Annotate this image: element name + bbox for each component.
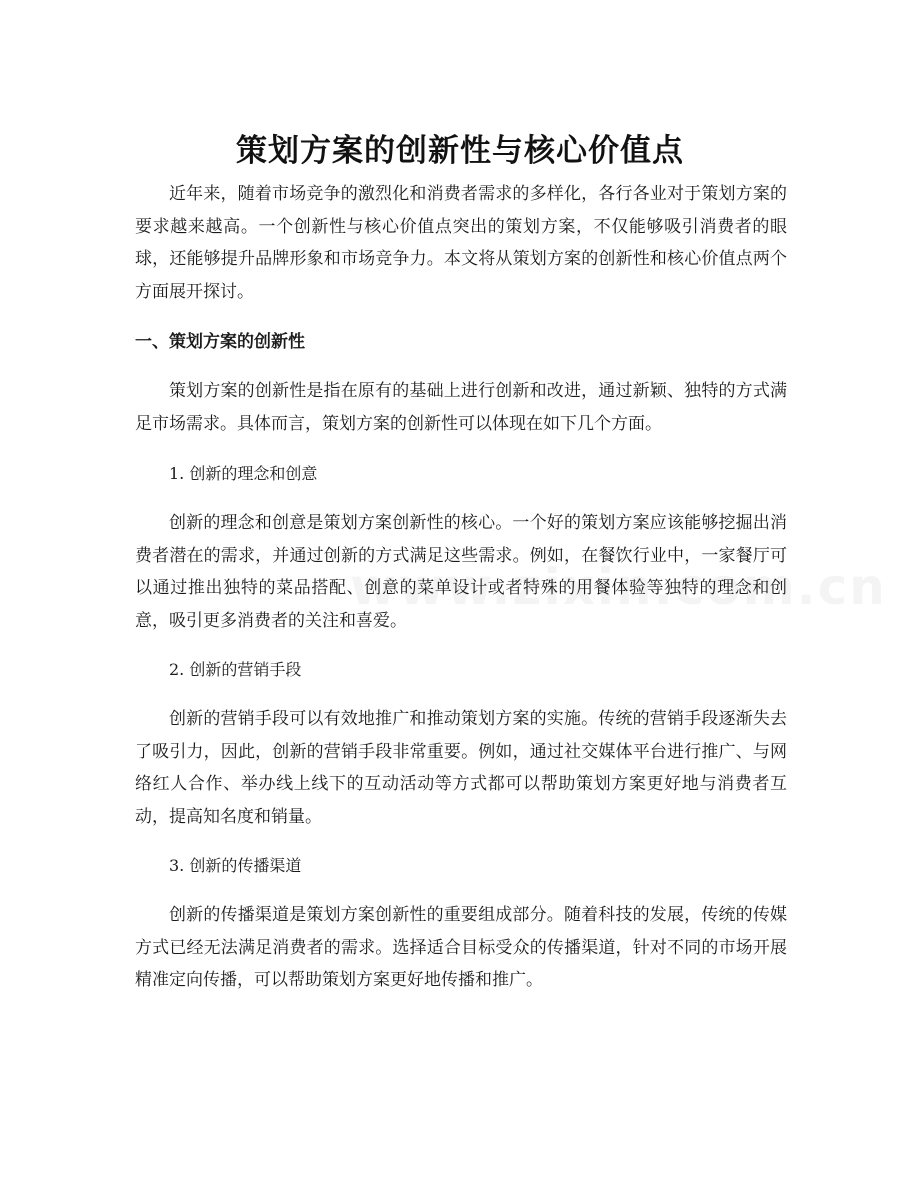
- document-title: 策划方案的创新性与核心价值点: [236, 132, 684, 169]
- paragraph-3: 创新的传播渠道是策划方案创新性的重要组成部分。随着科技的发展，传统的传媒方式已经无法满足消费者的需求。选择适合目标受众的传播渠道，针对不同的市场开展精准定向传播，可以帮助策划方案更好地传播和推广。: [135, 905, 787, 990]
- paragraph-2: 创新的营销手段可以有效地推广和推动策划方案的实施。传统的营销手段逐渐失去了吸引力，因此，创新的营销手段非常重要。例如，通过社交媒体平台进行推广、与网络红人合作、举办线上线下的互动活动等方式都可以帮助策划方案更好地与消费者互动，提高知名度和销量。: [135, 709, 787, 827]
- subheading-3: 3. 创新的传播渠道: [169, 856, 302, 875]
- section-heading-innovation: 一、策划方案的创新性: [135, 332, 305, 352]
- subheading-1: 1. 创新的理念和创意: [169, 464, 318, 483]
- document-body: [135, 178, 787, 997]
- paragraph-1: 创新的理念和创意是策划方案创新性的核心。一个好的策划方案应该能够挖掘出消费者潜在的需求，并通过创新的方式满足这些需求。例如，在餐饮行业中，一家餐厅可以通过推出独特的菜品搭配、创意的菜单设计或者特殊的用餐体验等独特的理念和创意，吸引更多消费者的关注和喜爱。: [135, 513, 787, 631]
- subheading-2: 2. 创新的营销手段: [169, 660, 302, 679]
- section-intro-paragraph: 策划方案的创新性是指在原有的基础上进行创新和改进，通过新颖、独特的方式满足市场需求。具体而言，策划方案的创新性可以体现在如下几个方面。: [135, 381, 787, 434]
- intro-paragraph: 近年来，随着市场竞争的激烈化和消费者需求的多样化，各行各业对于策划方案的要求越来越高。一个创新性与核心价值点突出的策划方案，不仅能够吸引消费者的眼球，还能够提升品牌形象和市场竞争力。本文将从策划方案的创新性和核心价值点两个方面展开探讨。: [135, 184, 787, 302]
